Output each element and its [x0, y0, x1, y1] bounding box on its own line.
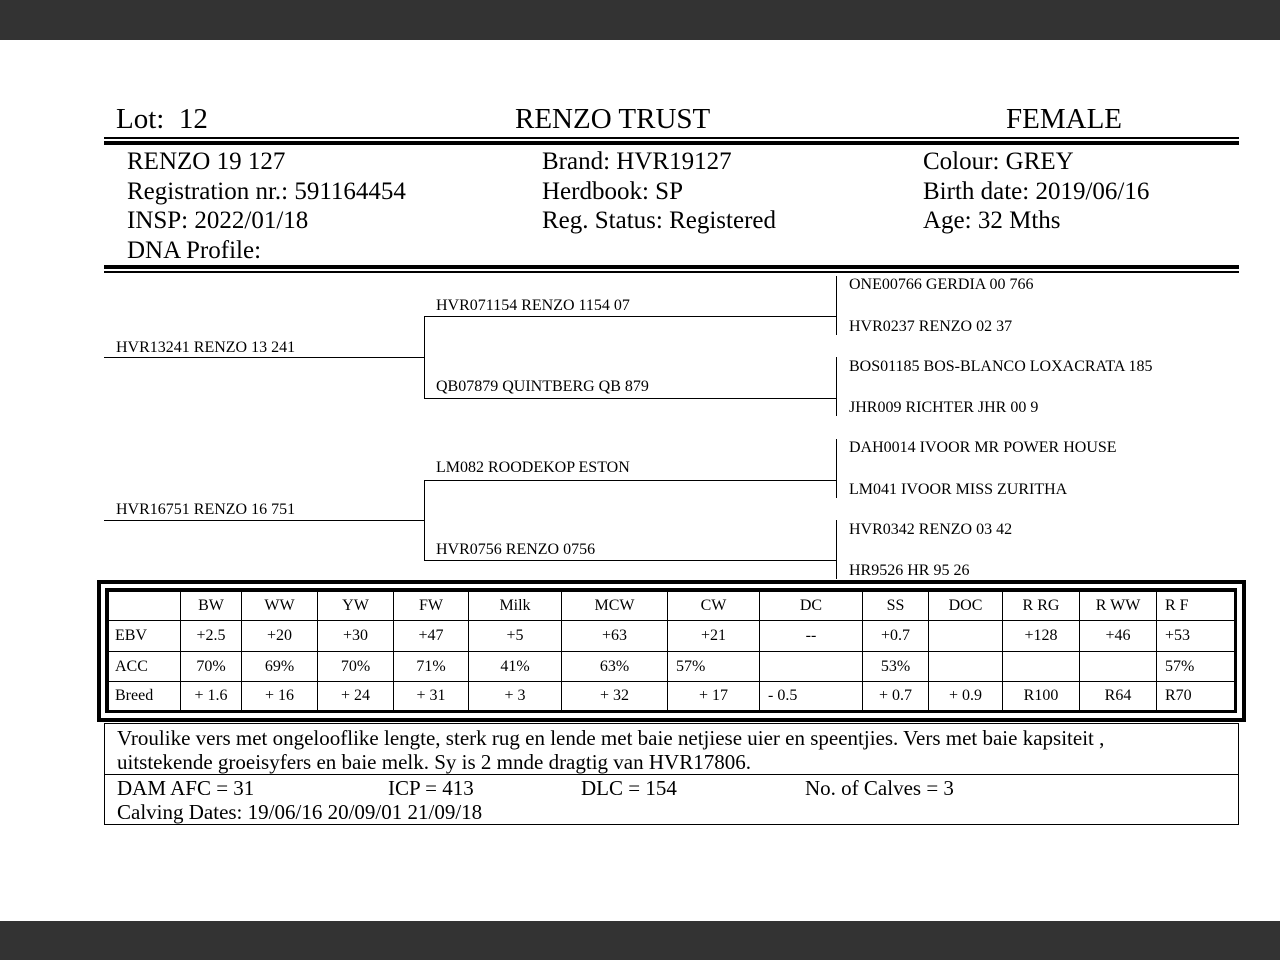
pedigree-dam-sire: LM082 ROODEKOP ESTON [436, 459, 630, 476]
dam-icp: ICP = 413 [388, 776, 474, 800]
header-rule-thick [104, 141, 1239, 145]
ebv-header-cell: DOC [929, 592, 1003, 621]
ebv-header-cell: R RG [1003, 592, 1080, 621]
pedigree-sire: HVR13241 RENZO 13 241 [116, 339, 296, 356]
dam-dlc: DLC = 154 [581, 776, 677, 800]
ebv-cell: +46 [1080, 621, 1157, 652]
ebv-header-cell: YW [318, 592, 394, 621]
pedigree-sire-sire: HVR071154 RENZO 1154 07 [436, 297, 630, 314]
pedigree-ggp-4: JHR009 RICHTER JHR 00 9 [849, 399, 1039, 416]
brand: Brand: HVR19127 [542, 148, 732, 175]
ebv-header-cell: FW [394, 592, 469, 621]
ebv-cell: + 1.6 [181, 682, 242, 711]
ebv-cell: + 0.7 [863, 682, 929, 711]
dna-profile: DNA Profile: [127, 236, 262, 264]
animal-info-col2 [542, 147, 776, 236]
ebv-cell: 41% [469, 652, 562, 682]
ebv-cell: + 17 [668, 682, 760, 711]
pedigree-dam-dam: HVR0756 RENZO 0756 [436, 541, 596, 558]
top-bar [0, 0, 1280, 40]
ebv-cell: R64 [1080, 682, 1157, 711]
ebv-cell: +63 [562, 621, 668, 652]
animal-info-col3 [923, 147, 1149, 236]
ebv-cell: + 31 [394, 682, 469, 711]
ebv-cell: + 16 [242, 682, 318, 711]
ebv-cell: +2.5 [181, 621, 242, 652]
ebv-header-cell [109, 592, 181, 621]
dam-calves: No. of Calves = 3 [805, 776, 954, 800]
ebv-cell [1003, 652, 1080, 682]
ebv-cell [760, 652, 863, 682]
ebv-cell: + 32 [562, 682, 668, 711]
pedigree-sire-dam: QB07879 QUINTBERG QB 879 [436, 378, 649, 395]
ebv-cell: 69% [242, 652, 318, 682]
ebv-table [108, 591, 1235, 711]
ebv-cell: +47 [394, 621, 469, 652]
bottom-bar [0, 921, 1280, 960]
ebv-header-cell: Milk [469, 592, 562, 621]
ebv-row-acc [109, 652, 1235, 682]
insp-date: INSP: 2022/01/18 [127, 207, 309, 234]
remarks-box [104, 723, 1239, 825]
animal-info-col1 [127, 147, 406, 265]
lot-number: 12 [178, 103, 208, 135]
header-rule-thin [104, 137, 1239, 139]
info-rule-thick [104, 265, 1239, 269]
ebv-cell: + 24 [318, 682, 394, 711]
age: Age: 32 Mths [923, 207, 1061, 234]
reg-status: Reg. Status: Registered [542, 207, 776, 234]
ebv-cell [1080, 652, 1157, 682]
ebv-cell: + 0.9 [929, 682, 1003, 711]
ebv-row-label: ACC [109, 652, 181, 682]
ebv-cell: +5 [469, 621, 562, 652]
sex-label: FEMALE [1006, 103, 1122, 135]
ebv-cell: +128 [1003, 621, 1080, 652]
ebv-cell: + 3 [469, 682, 562, 711]
ebv-header-cell: MCW [562, 592, 668, 621]
ebv-cell: R70 [1157, 682, 1235, 711]
ebv-row-breed [109, 682, 1235, 711]
ebv-cell: 70% [181, 652, 242, 682]
ebv-cell: +0.7 [863, 621, 929, 652]
ebv-header-cell: WW [242, 592, 318, 621]
remarks-line-2: uitstekende groeisyfers en baie melk. Sy is 2 mnde dragtig van HVR17806. [117, 750, 751, 774]
ebv-cell: - 0.5 [760, 682, 863, 711]
colour: Colour: GREY [923, 148, 1074, 175]
ebv-header-row [109, 592, 1235, 621]
ebv-header-cell: R WW [1080, 592, 1157, 621]
pedigree-ggp-1: ONE00766 GERDIA 00 766 [849, 276, 1034, 293]
ebv-cell [929, 621, 1003, 652]
calving-dates: Calving Dates: 19/06/16 20/09/01 21/09/18 [117, 800, 483, 824]
ebv-header-cell: R F [1157, 592, 1235, 621]
ebv-header-cell: CW [668, 592, 760, 621]
remarks-line-1: Vroulike vers met ongelooflike lengte, sterk rug en lende met baie netjiese uier en speentjies. Vers met baie kapsiteit , [117, 726, 1105, 750]
ebv-cell: 71% [394, 652, 469, 682]
dam-afc: DAM AFC = 31 [117, 776, 255, 800]
registration-number: Registration nr.: 591164454 [127, 177, 406, 205]
ebv-cell: 70% [318, 652, 394, 682]
herdbook: Herdbook: SP [542, 177, 683, 205]
ebv-cell: 53% [863, 652, 929, 682]
pedigree-ggp-2: HVR0237 RENZO 02 37 [849, 318, 1013, 335]
lot-label: Lot: 12 [116, 103, 208, 135]
pedigree-ggp-7: HVR0342 RENZO 03 42 [849, 521, 1013, 538]
ebv-header-cell: SS [863, 592, 929, 621]
ebv-cell: +30 [318, 621, 394, 652]
ebv-cell: +20 [242, 621, 318, 652]
ebv-header-cell: DC [760, 592, 863, 621]
animal-name: RENZO 19 127 [127, 148, 286, 175]
ebv-row-label: Breed [109, 682, 181, 711]
birth-date: Birth date: 2019/06/16 [923, 177, 1150, 205]
info-rule-thin [104, 271, 1239, 273]
ebv-cell: +53 [1157, 621, 1235, 652]
ebv-cell: +21 [668, 621, 760, 652]
ebv-cell [929, 652, 1003, 682]
pedigree-ggp-8: HR9526 HR 95 26 [849, 562, 970, 579]
ebv-row-label: EBV [109, 621, 181, 652]
ebv-cell: 63% [562, 652, 668, 682]
pedigree-ggp-5: DAH0014 IVOOR MR POWER HOUSE [849, 439, 1117, 456]
ebv-cell: -- [760, 621, 863, 652]
pedigree-dam: HVR16751 RENZO 16 751 [116, 501, 296, 518]
ebv-header-cell: BW [181, 592, 242, 621]
ebv-cell: 57% [1157, 652, 1235, 682]
pedigree-ggp-6: LM041 IVOOR MISS ZURITHA [849, 481, 1068, 498]
owner-name: RENZO TRUST [515, 103, 711, 135]
ebv-cell: 57% [668, 652, 760, 682]
pedigree-ggp-3: BOS01185 BOS-BLANCO LOXACRATA 185 [849, 358, 1153, 375]
ebv-row-ebv [109, 621, 1235, 652]
remarks-separator [105, 774, 1238, 775]
ebv-cell: R100 [1003, 682, 1080, 711]
